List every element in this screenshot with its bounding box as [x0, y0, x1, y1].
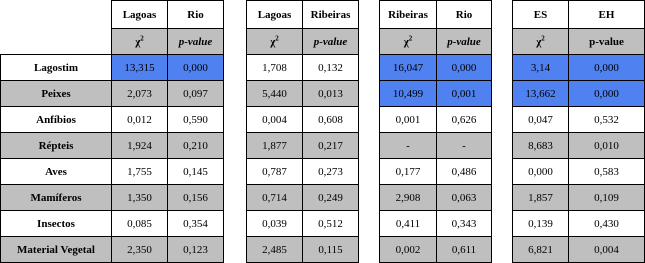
column-spacer: [224, 211, 247, 237]
row-label: Peixes: [1, 81, 112, 107]
p-value: 0,611: [437, 237, 492, 263]
chi-square-value: 13,662: [513, 81, 569, 107]
chi-square-header: [247, 29, 303, 55]
p-value: 0,583: [569, 159, 645, 185]
chi-square-header: [380, 29, 437, 55]
chi-square-value: 0,411: [380, 211, 437, 237]
p-value: 0,217: [303, 133, 359, 159]
group-header: EH: [569, 1, 645, 29]
column-spacer: [224, 133, 247, 159]
row-label: Material Vegetal: [1, 237, 112, 263]
row-label: Anfíbios: [1, 107, 112, 133]
chi-symbol: χ: [536, 35, 542, 48]
p-value-header: p-value: [437, 29, 492, 55]
chi-square-value: 0,001: [380, 107, 437, 133]
row-label: Mamíferos: [1, 185, 112, 211]
column-spacer: [492, 55, 513, 81]
chi-square-value: 8,683: [513, 133, 569, 159]
group-header: Rio: [437, 1, 492, 29]
p-value: 0,000: [168, 55, 224, 81]
chi-square-value: 16,047: [380, 55, 437, 81]
chi-square-value: 0,139: [513, 211, 569, 237]
p-value: 0,115: [303, 237, 359, 263]
chi-square-value: 0,714: [247, 185, 303, 211]
p-value: 0,001: [437, 81, 492, 107]
column-spacer: [359, 237, 380, 263]
p-value: 0,156: [168, 185, 224, 211]
row-label: Répteis: [1, 133, 112, 159]
column-spacer: [492, 133, 513, 159]
p-value: 0,097: [168, 81, 224, 107]
p-value: -: [437, 133, 492, 159]
chi-square-value: 0,047: [513, 107, 569, 133]
table-row: [1, 133, 645, 159]
column-spacer: [359, 185, 380, 211]
chi-square-value: 0,012: [112, 107, 168, 133]
table-row: [1, 185, 645, 211]
table-row: [1, 107, 645, 133]
chi-square-value: 2,073: [112, 81, 168, 107]
p-value: 0,249: [303, 185, 359, 211]
table-row: [1, 211, 645, 237]
chi-square-value: 5,440: [247, 81, 303, 107]
chi-square-value: 1,350: [112, 185, 168, 211]
corner-cell: [1, 29, 112, 55]
column-spacer: [492, 81, 513, 107]
p-value: 0,000: [569, 81, 645, 107]
chi-square-value: 1,924: [112, 133, 168, 159]
p-value: 0,590: [168, 107, 224, 133]
p-value: 0,354: [168, 211, 224, 237]
group-header: Rio: [168, 1, 224, 29]
chi-square-value: 1,857: [513, 185, 569, 211]
table-row: [1, 55, 645, 81]
chi-symbol: χ: [135, 35, 141, 48]
table-row: [1, 81, 645, 107]
table-row: [1, 237, 645, 263]
row-label: Lagostim: [1, 55, 112, 81]
column-spacer: [359, 133, 380, 159]
p-value: 0,109: [569, 185, 645, 211]
chi-square-header: [112, 29, 168, 55]
chi-symbol: χ: [270, 35, 276, 48]
corner-cell: [1, 1, 112, 29]
p-value: 0,123: [168, 237, 224, 263]
column-spacer: [224, 29, 247, 55]
p-value: 0,210: [168, 133, 224, 159]
chi-square-value: 2,485: [247, 237, 303, 263]
column-spacer: [359, 107, 380, 133]
column-spacer: [224, 1, 247, 29]
column-spacer: [359, 159, 380, 185]
chi-square-value: 0,002: [380, 237, 437, 263]
p-value: 0,343: [437, 211, 492, 237]
p-value: 0,532: [569, 107, 645, 133]
chi-square-value: 0,000: [513, 159, 569, 185]
p-value: 0,486: [437, 159, 492, 185]
column-spacer: [224, 159, 247, 185]
p-value: 0,013: [303, 81, 359, 107]
chi-square-value: 0,177: [380, 159, 437, 185]
chi-square-value: -: [380, 133, 437, 159]
chi-square-value: 1,755: [112, 159, 168, 185]
row-label: Aves: [1, 159, 112, 185]
column-spacer: [224, 107, 247, 133]
p-value: 0,000: [437, 55, 492, 81]
header-row-groups: [1, 1, 645, 29]
chi-square-value: 2,350: [112, 237, 168, 263]
chi-square-value: 6,821: [513, 237, 569, 263]
table-body: [1, 1, 645, 263]
chi-superscript: 2: [140, 33, 144, 42]
chi-superscript: 2: [408, 33, 413, 42]
chi-square-value: 10,499: [380, 81, 437, 107]
table-row: [1, 159, 645, 185]
column-spacer: [224, 55, 247, 81]
p-value: 0,430: [569, 211, 645, 237]
column-spacer: [492, 29, 513, 55]
header-row-stats: [1, 29, 645, 55]
p-value-header: p-value: [168, 29, 224, 55]
p-value-header: p-value: [303, 29, 359, 55]
p-value: 0,512: [303, 211, 359, 237]
group-header: Lagoas: [247, 1, 303, 29]
column-spacer: [492, 211, 513, 237]
column-spacer: [492, 1, 513, 29]
column-spacer: [492, 237, 513, 263]
p-value: 0,145: [168, 159, 224, 185]
column-spacer: [492, 185, 513, 211]
column-spacer: [224, 185, 247, 211]
column-spacer: [359, 1, 380, 29]
column-spacer: [492, 107, 513, 133]
p-value: 0,608: [303, 107, 359, 133]
chi-square-value: 3,14: [513, 55, 569, 81]
chi-square-header: [513, 29, 569, 55]
column-spacer: [359, 81, 380, 107]
p-value: 0,010: [569, 133, 645, 159]
column-spacer: [359, 29, 380, 55]
p-value: 0,132: [303, 55, 359, 81]
column-spacer: [359, 211, 380, 237]
chi-symbol: χ: [403, 35, 409, 48]
chi-superscript: 2: [541, 33, 545, 42]
group-header: Ribeiras: [303, 1, 359, 29]
row-label: Insectos: [1, 211, 112, 237]
group-header: Lagoas: [112, 1, 168, 29]
chi-square-value: 1,877: [247, 133, 303, 159]
column-spacer: [224, 81, 247, 107]
chi-square-value: 1,708: [247, 55, 303, 81]
group-header: Ribeiras: [380, 1, 437, 29]
column-spacer: [359, 55, 380, 81]
chi-square-value: 0,004: [247, 107, 303, 133]
p-value: 0,063: [437, 185, 492, 211]
p-value-header: p-value: [569, 29, 645, 55]
chi-square-value: 0,039: [247, 211, 303, 237]
chi-square-value: 2,908: [380, 185, 437, 211]
column-spacer: [492, 159, 513, 185]
p-value: 0,626: [437, 107, 492, 133]
chi-square-value: 13,315: [112, 55, 168, 81]
chi-square-value: 0,085: [112, 211, 168, 237]
chi-superscript: 2: [275, 33, 279, 42]
p-value: 0,000: [569, 55, 645, 81]
column-spacer: [224, 237, 247, 263]
p-value: 0,004: [569, 237, 645, 263]
group-header: ES: [513, 1, 569, 29]
p-value: 0,273: [303, 159, 359, 185]
chi-square-value: 0,787: [247, 159, 303, 185]
